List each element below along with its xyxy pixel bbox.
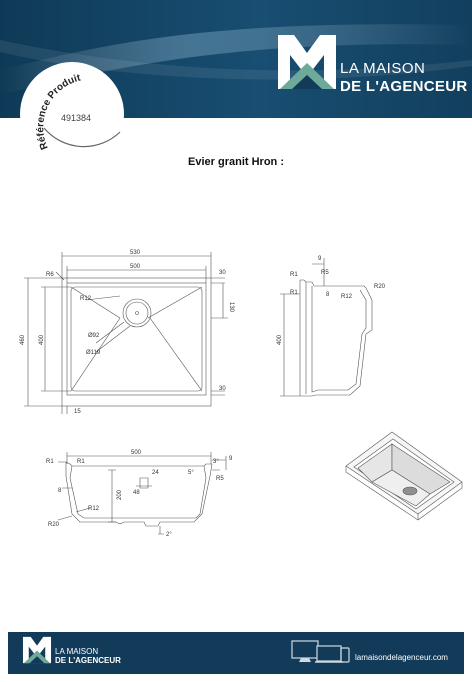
dim-side-8: 8: [326, 292, 330, 298]
dim-front-2deg: 2°: [166, 532, 172, 538]
footer-brand-line2: DE L'AGENCEUR: [55, 656, 121, 665]
footer-logo-icon: [22, 635, 52, 665]
dim-front-r1a: R1: [46, 459, 54, 465]
dim-front-9: 9: [229, 456, 233, 462]
dim-front-500: 500: [131, 450, 142, 456]
dim-top-d119: Ø119: [86, 350, 101, 356]
dim-front-r20: R20: [48, 522, 60, 528]
footer-banner: [8, 632, 464, 674]
dim-side-400: 400: [277, 334, 283, 345]
dim-top-130: 130: [228, 302, 234, 313]
dim-top-30a: 30: [219, 270, 226, 276]
dim-side-r20: R20: [374, 284, 386, 290]
dim-top-15: 15: [74, 409, 81, 415]
dim-top-r6: R6: [46, 272, 54, 278]
reference-number: 491384: [61, 113, 92, 123]
reference-label: Référence Produit: [35, 72, 82, 152]
dim-side-r12: R12: [341, 294, 353, 300]
dim-front-r5: R5: [216, 476, 224, 482]
dim-top-460: 460: [20, 334, 26, 345]
dim-front-8: 8: [58, 488, 62, 494]
footer-brand-line1: LA MAISON: [55, 647, 99, 656]
dim-front-r12: R12: [88, 506, 100, 512]
dim-top-30b: 30: [219, 386, 226, 392]
brand-name-line2: DE L'AGENCEUR: [340, 78, 468, 95]
dim-side-r5: R5: [321, 270, 329, 276]
dim-front-3deg: 3°: [213, 459, 219, 465]
dim-front-24: 24: [152, 470, 159, 476]
dim-top-r12: R12: [80, 296, 92, 302]
dim-top-400: 400: [39, 334, 45, 345]
dim-side-r1a: R1: [290, 272, 298, 278]
dim-side-r1b: R1: [290, 290, 298, 296]
brand-name-line1: LA MAISON: [340, 60, 426, 77]
top-view-drain-outer: [123, 299, 151, 327]
page-title: Evier granit Hron :: [188, 156, 284, 168]
dim-front-r1b: R1: [77, 459, 85, 465]
dim-top-d92: Ø92: [88, 333, 100, 339]
dim-side-9: 9: [318, 256, 322, 262]
dim-front-48: 48: [133, 490, 140, 496]
dim-front-200: 200: [117, 489, 123, 500]
website-link[interactable]: lamaisondelagenceur.com: [355, 653, 448, 662]
dim-top-530: 530: [130, 250, 141, 256]
devices-icon: [291, 640, 351, 666]
dim-front-5deg: 5°: [188, 470, 194, 476]
dim-top-500: 500: [130, 264, 141, 270]
